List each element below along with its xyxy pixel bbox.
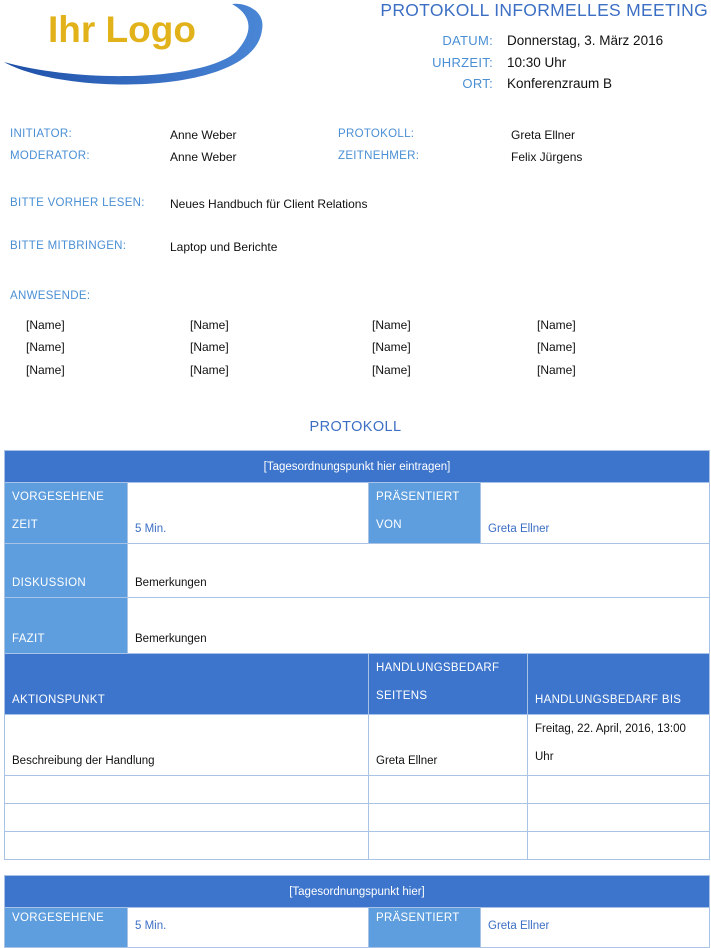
time-value: 10:30 Uhr (507, 55, 567, 70)
agenda-item-table (4, 450, 710, 860)
attendee-name: [Name] (190, 318, 229, 332)
responsible-column-header: HANDLUNGSBEDARF SEITENS (369, 654, 528, 715)
initiator-label: INITIATOR: (10, 128, 72, 140)
logo-text: Ihr Logo (48, 9, 196, 50)
attendee-name: [Name] (537, 363, 576, 377)
moderator-value: Anne Weber (170, 150, 237, 164)
action-item-column-header: AKTIONSPUNKT (5, 654, 369, 715)
planned-time-label: VORGESEHENE (5, 908, 128, 948)
zeitnehmer-label: ZEITNEHMER: (338, 150, 420, 162)
empty-cell[interactable] (528, 776, 710, 804)
attendee-name: [Name] (190, 363, 229, 377)
presented-by-value[interactable]: Greta Ellner (481, 483, 710, 544)
empty-cell[interactable] (528, 804, 710, 832)
time-label: UHRZEIT: (432, 55, 493, 70)
read-before-value: Neues Handbuch für Client Relations (170, 197, 368, 211)
read-before-label: BITTE VORHER LESEN: (10, 197, 145, 209)
empty-cell[interactable] (369, 832, 528, 860)
protokoll-value: Greta Ellner (511, 128, 576, 142)
empty-cell[interactable] (5, 832, 369, 860)
empty-cell[interactable] (369, 776, 528, 804)
date-value: Donnerstag, 3. März 2016 (507, 33, 664, 48)
attendees-label: ANWESENDE: (10, 290, 91, 302)
protokoll-section-title: PROTOKOLL (309, 419, 402, 435)
attendee-name: [Name] (372, 340, 411, 354)
empty-cell[interactable] (5, 776, 369, 804)
moderator-label: MODERATOR: (10, 150, 90, 162)
protokoll-label: PROTOKOLL: (338, 128, 415, 140)
presented-by-value[interactable]: Greta Ellner (481, 908, 710, 948)
presented-by-label: PRÄSENTIERT VON (369, 483, 481, 544)
attendee-name: [Name] (372, 318, 411, 332)
agenda-item-table (4, 875, 710, 948)
attendee-name: [Name] (26, 340, 65, 354)
bring-value: Laptop und Berichte (170, 240, 278, 254)
planned-time-value[interactable]: 5 Min. (128, 908, 369, 948)
attendee-name: [Name] (26, 318, 65, 332)
empty-cell[interactable] (5, 804, 369, 832)
attendee-name: [Name] (537, 340, 576, 354)
agenda-item-header[interactable]: [Tagesordnungspunkt hier eintragen] (5, 451, 710, 483)
attendee-name: [Name] (537, 318, 576, 332)
presented-by-label: PRÄSENTIERT (369, 908, 481, 948)
discussion-value[interactable]: Bemerkungen (128, 544, 710, 598)
planned-time-label: VORGESEHENE ZEIT (5, 483, 128, 544)
logo (4, 0, 266, 86)
date-label: DATUM: (442, 33, 493, 48)
empty-cell[interactable] (369, 804, 528, 832)
place-label: ORT: (462, 76, 493, 91)
attendee-name: [Name] (26, 363, 65, 377)
agenda-item-header[interactable]: [Tagesordnungspunkt hier] (5, 876, 710, 908)
action-responsible[interactable]: Greta Ellner (369, 715, 528, 776)
initiator-value: Anne Weber (170, 128, 237, 142)
discussion-label: DISKUSSION (5, 544, 128, 598)
page-title: PROTOKOLL INFORMELLES MEETING (380, 0, 708, 20)
action-description[interactable]: Beschreibung der Handlung (5, 715, 369, 776)
due-column-header: HANDLUNGSBEDARF BIS (528, 654, 710, 715)
place-value: Konferenzraum B (507, 76, 613, 91)
planned-time-value[interactable]: 5 Min. (128, 483, 369, 544)
zeitnehmer-value: Felix Jürgens (511, 150, 583, 164)
conclusion-label: FAZIT (5, 598, 128, 654)
bring-label: BITTE MITBRINGEN: (10, 240, 127, 252)
conclusion-value[interactable]: Bemerkungen (128, 598, 710, 654)
attendee-name: [Name] (372, 363, 411, 377)
action-due-date[interactable]: Freitag, 22. April, 2016, 13:00 Uhr (528, 715, 710, 776)
attendee-name: [Name] (190, 340, 229, 354)
empty-cell[interactable] (528, 832, 710, 860)
